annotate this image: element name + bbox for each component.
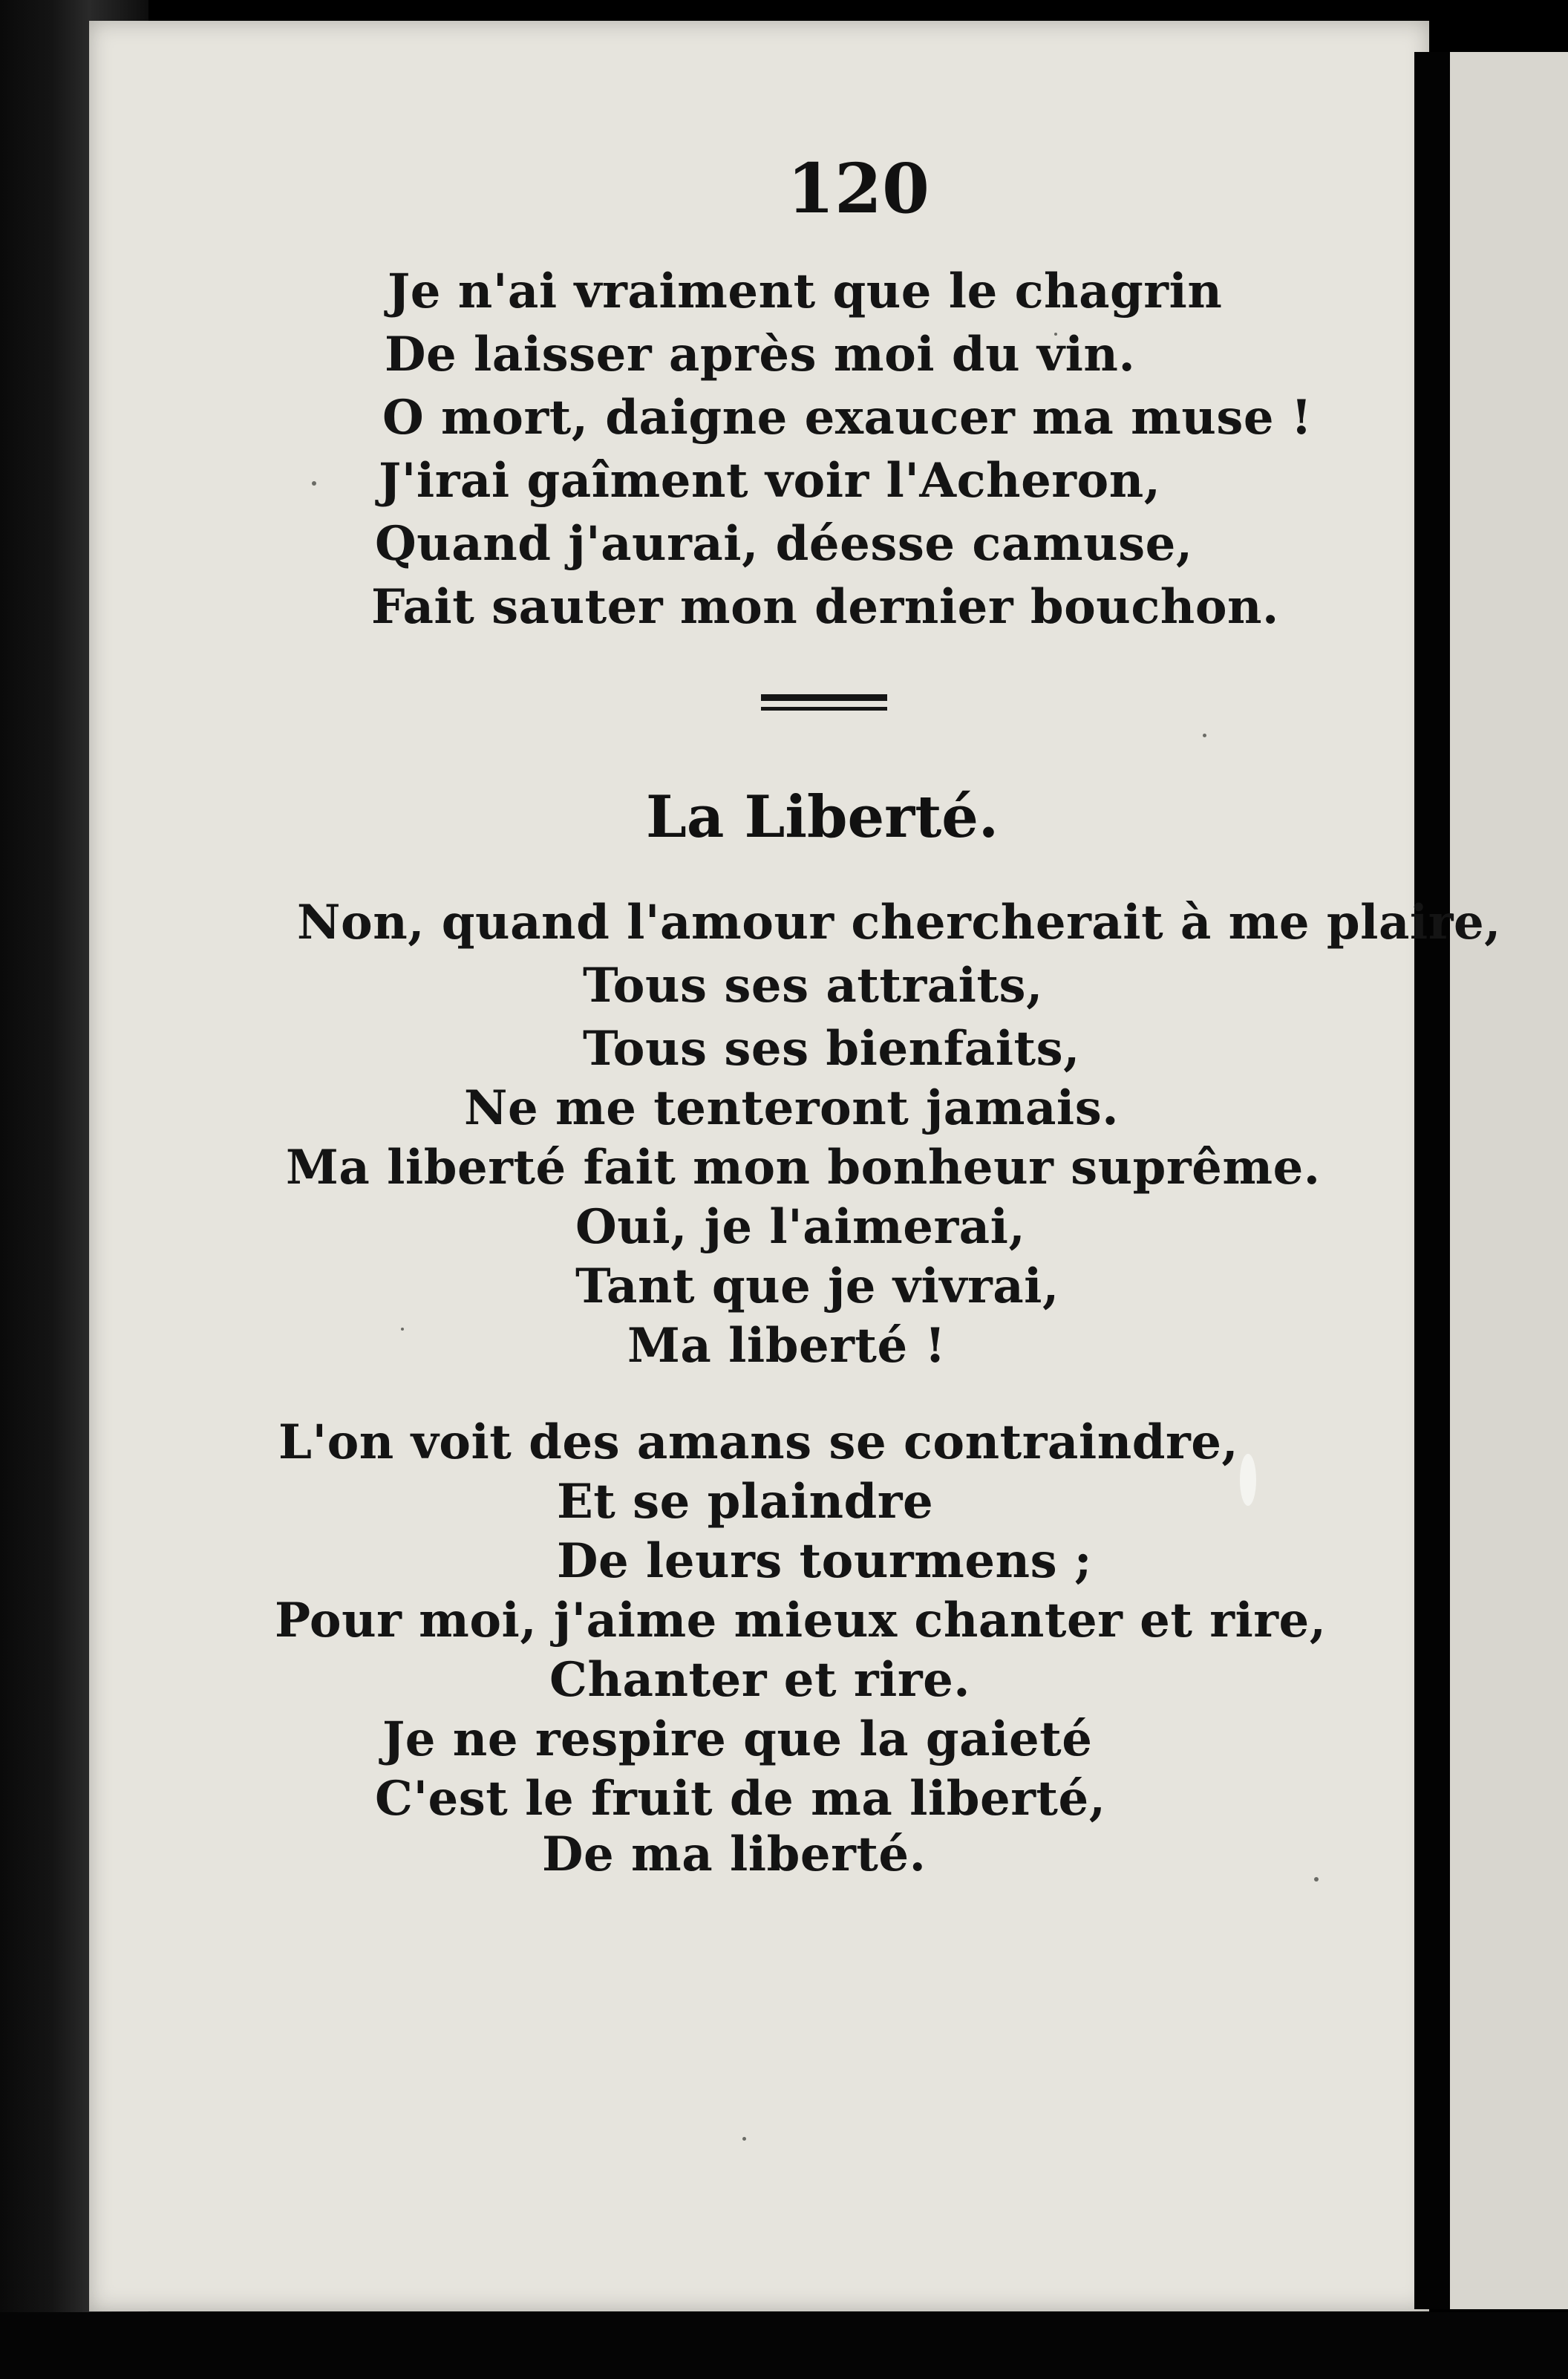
stanza-line: Quand j'aurai, déesse camuse, (375, 516, 1193, 572)
verse-line: Ne me tenteront jamais. (464, 1080, 1120, 1136)
book-spine-gutter (1414, 52, 1450, 2309)
verse-line: Tant que je vivrai, (575, 1259, 1059, 1314)
verse-line: Pour moi, j'aime mieux chanter et rire, (275, 1593, 1327, 1648)
verse-line: Tous ses bienfaits, (583, 1021, 1080, 1077)
stanza-line: Fait sauter mon dernier bouchon. (371, 579, 1279, 635)
scan-bottom-edge (0, 2312, 1568, 2379)
song-title: La Liberté. (646, 783, 999, 851)
verse-line: L'on voit des amans se contraindre, (278, 1414, 1239, 1470)
verse-line: De leurs tourmens ; (557, 1533, 1092, 1589)
stanza-line: O mort, daigne exaucer ma muse ! (382, 390, 1313, 446)
verse-line: De ma liberté. (542, 1827, 927, 1882)
verse-line: Ma liberté ! (627, 1318, 947, 1374)
verse-line: Et se plaindre (557, 1474, 934, 1530)
verse-line: Tous ses attraits, (583, 958, 1043, 1014)
verse-line: C'est le fruit de ma liberté, (375, 1771, 1106, 1827)
adjacent-page-edge (1450, 52, 1568, 2309)
verse-line: Non, quand l'amour chercherait à me plaire, (297, 895, 1501, 950)
stanza-line: Je n'ai vraiment que le chagrin (388, 264, 1223, 319)
page-number: 120 (787, 149, 930, 229)
stanza-line: J'irai gaîment voir l'Acheron, (379, 453, 1161, 509)
verse-line: Je ne respire que la gaieté (382, 1711, 1093, 1767)
verse-line: Chanter et rire. (549, 1652, 971, 1708)
verse-line: Ma liberté fait mon bonheur suprême. (286, 1140, 1321, 1195)
verse-line: Oui, je l'aimerai, (575, 1199, 1026, 1255)
stanza-line: De laisser après moi du vin. (385, 327, 1136, 382)
